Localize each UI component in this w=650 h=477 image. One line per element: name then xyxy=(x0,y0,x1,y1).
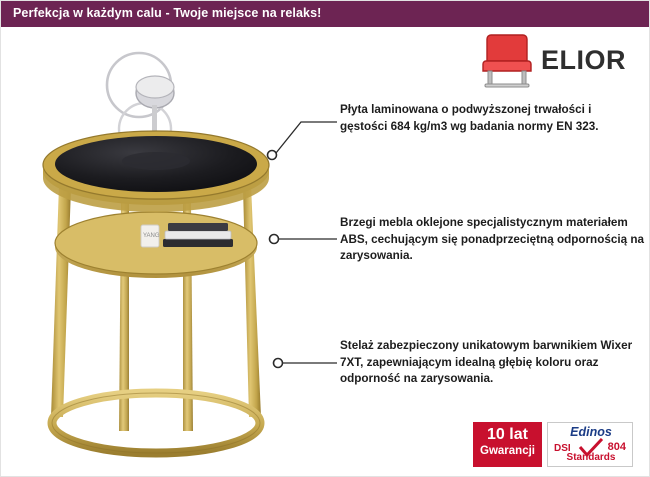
annotation-board: Płyta laminowana o podwyższonej trwałości i gęstości 684 kg/m3 wg badania normy EN 323. xyxy=(340,103,599,133)
candle xyxy=(141,225,160,247)
armchair-icon xyxy=(481,31,533,89)
edinos-badge xyxy=(547,422,633,467)
edinos-brand: Edinos xyxy=(570,425,612,439)
edinos-number: 804 xyxy=(607,441,626,453)
edinos-dsi: DSI xyxy=(554,443,571,454)
product-illustration xyxy=(15,25,315,465)
annotation-frame: Stelaż zabezpieczony unikatowym barwnikiem Wixer 7XT, zapewniającym idealną głębię koloru oraz odporność na zarysowania. xyxy=(340,339,633,386)
edinos-standards: Standards xyxy=(566,452,616,463)
top-banner xyxy=(1,1,650,27)
book-stack xyxy=(163,223,233,247)
brand-name: ELIOR xyxy=(541,45,627,75)
warranty-years: 10 lat xyxy=(487,426,528,443)
warranty-label: Gwarancji xyxy=(480,445,535,457)
table-top xyxy=(43,131,269,212)
warranty-badge xyxy=(473,422,542,467)
banner-headline: Perfekcja w każdym calu - Twoje miejsce na relaks! xyxy=(13,6,322,20)
annotation-edges: Brzegi mebla oklejone specjalistycznym materiałem ABS, cechującym się ponadprzeciętną odpornością na zarysowania. xyxy=(340,216,644,263)
svg-text:YANG: YANG xyxy=(143,233,160,239)
brand-logo xyxy=(473,31,633,89)
